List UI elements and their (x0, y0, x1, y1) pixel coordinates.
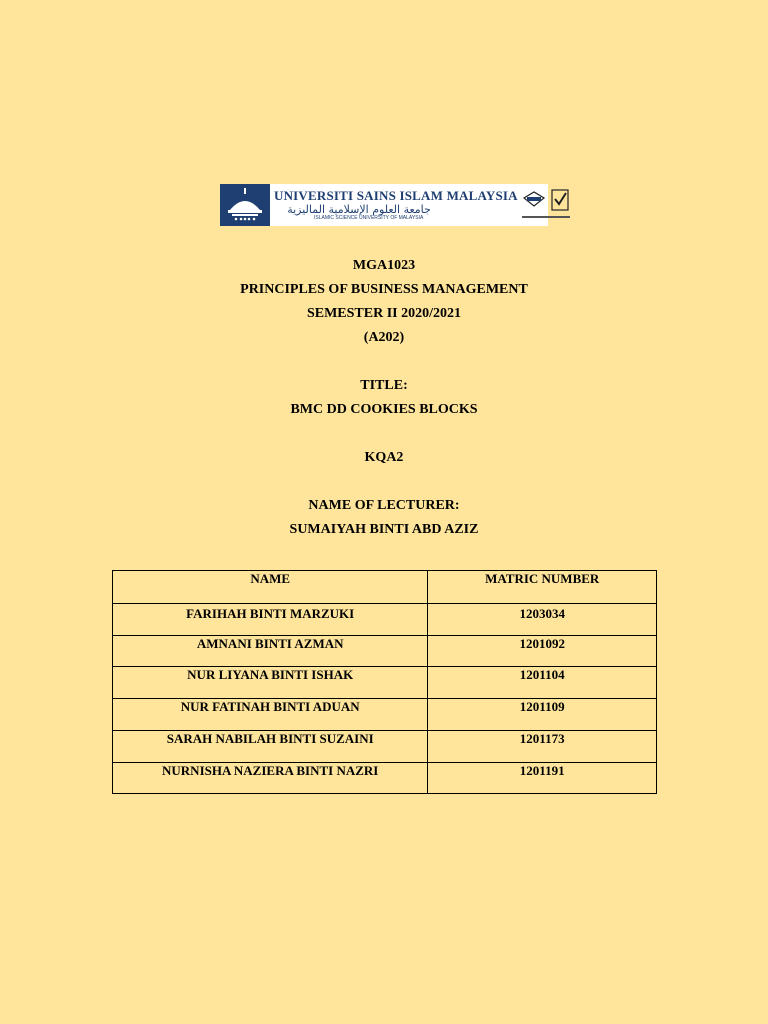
course-code: MGA1023 (352, 258, 416, 273)
table-row (113, 731, 657, 763)
member-matric: 1201092 (428, 636, 657, 667)
name-column-header: NAME (113, 571, 428, 604)
member-matric: 1201104 (428, 667, 657, 699)
table-row (113, 604, 657, 636)
semester: SEMESTER II 2020/2021 (306, 306, 462, 321)
university-emblem-icon (220, 184, 270, 226)
member-matric: 1203034 (428, 604, 657, 636)
table-row (113, 763, 657, 794)
table-row (113, 699, 657, 731)
member-matric: 1201191 (428, 763, 657, 794)
university-english-name: ISLAMIC SCIENCE UNIVERSITY OF MALAYSIA (314, 215, 424, 221)
project-title: BMC DD COOKIES BLOCKS (290, 402, 478, 417)
university-arabic-name: جامعة العلوم الإسلامية الماليزية (287, 203, 431, 216)
member-name: SARAH NABILAH BINTI SUZAINI (113, 731, 428, 763)
table-header-row (113, 571, 657, 604)
member-name: NUR FATINAH BINTI ADUAN (113, 699, 428, 731)
university-logo (220, 184, 548, 226)
group-code: (A202) (363, 330, 405, 345)
matric-column-header: MATRIC NUMBER (428, 571, 657, 604)
members-table (112, 570, 657, 794)
kqa-code: KQA2 (364, 450, 404, 465)
course-name: PRINCIPLES OF BUSINESS MANAGEMENT (240, 282, 528, 297)
member-matric: 1201109 (428, 699, 657, 731)
member-matric: 1201173 (428, 731, 657, 763)
lecturer-name: SUMAIYAH BINTI ABD AZIZ (289, 522, 479, 537)
university-wordmark (270, 189, 518, 221)
member-name: NUR LIYANA BINTI ISHAK (113, 667, 428, 699)
certification-badge-icon (518, 184, 574, 226)
table-row (113, 636, 657, 667)
table-row (113, 667, 657, 699)
member-name: NURNISHA NAZIERA BINTI NAZRI (113, 763, 428, 794)
member-name: FARIHAH BINTI MARZUKI (113, 604, 428, 636)
title-label: TITLE: (360, 378, 408, 393)
lecturer-label: NAME OF LECTURER: (308, 498, 460, 513)
university-name: UNIVERSITI SAINS ISLAM MALAYSIA (274, 188, 518, 203)
member-name: AMNANI BINTI AZMAN (113, 636, 428, 667)
